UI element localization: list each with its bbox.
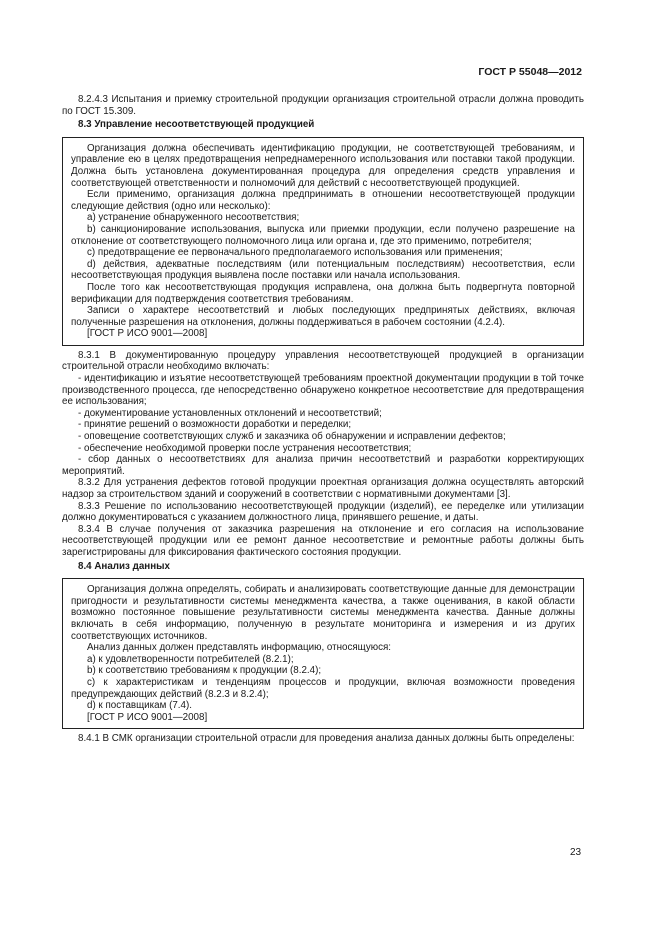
quote-paragraph: Анализ данных должен представлять информацию, относящуюся: <box>87 642 392 654</box>
quote-list-item: а) к удовлетворенности потребителей (8.2.1); <box>87 653 294 665</box>
quote-list-item: d) действия, адекватные последствиям (или потенциальным последствиям) несоответствия, если несоответствующая продукция выявлена после поставки или начала использования. <box>71 258 575 282</box>
paragraph-8-2-4-3: 8.2.4.3 Испытания и приемку строительной продукции организация строительной отрасли должна проводить по ГОСТ 15.309. <box>62 94 584 117</box>
bullet-item: - документирование установленных отклонений и несоответствий; <box>78 407 382 419</box>
quote-paragraph: Организация должна обеспечивать идентификацию продукции, не соответствующей требованиям, и управление ею в целях предотвращения непреднамеренного использования или поставки такой продукции. Должна быть установлена документированная процедура для определения средств управления и соответствующей ответственности и полномочий для действий с несоответствующей продукцией. <box>71 142 575 189</box>
document-header: ГОСТ Р 55048—2012 <box>478 66 582 78</box>
page-number: 23 <box>570 847 582 858</box>
paragraph-8-3-1: 8.3.1 В документированную процедуру управления несоответствующей продукцией в организации строительной отрасли необходимо включать: <box>62 349 584 373</box>
paragraph-8-3-2: 8.3.2 Для устранения дефектов готовой продукции проектная организация должна осуществлять авторский надзор за строительством зданий и сооружений в соответствии с нормативными документами [3]. <box>62 477 584 500</box>
quote-paragraph: Если применимо, организация должна предпринимать в отношении несоответствующей продукции следующие действия (одно или несколько): <box>71 189 575 212</box>
bullet-item: - оповещение соответствующих служб и заказчика об обнаружении и исправлении дефектов; <box>78 431 506 443</box>
section-8-4-title: 8.4 Анализ данных <box>78 560 170 572</box>
bullet-item: - сбор данных о несоответствиях для анализа причин несоответствий и разработки корректирующих мероприятий. <box>62 454 584 477</box>
paragraph-8-3-4: 8.3.4 В случае получения от заказчика разрешения на отклонение и его согласия на использование несоответствующей продукции или ее ремонт данное несоответствие и ремонтные работы должны быть зарегистрированы для фиксирования фактического состояния продукции. <box>62 523 584 558</box>
quote-list-item: с) к характеристикам и тенденциям процессов и продукции, включая возможности проведения предупреждающих действий (8.2.3 и 8.2.4); <box>71 676 575 700</box>
quote-paragraph: После того как несоответствующая продукция исправлена, она должна быть подвергнута повторной верификации для подтверждения соответствия требованиям. <box>71 281 575 305</box>
quote-list-item: b) санкционирование использования, выпуска или приемки продукции, если получено разрешение на отклонение от соответствующего полномочного лица или органа и, где это применимо, потребителя; <box>71 223 575 247</box>
quote-box-8-4 <box>62 578 584 729</box>
quote-paragraph: Записи о характере несоответствий и любых последующих предпринятых действиях, включая полученные разрешения на отклонения, должны поддерживаться в рабочем состоянии (4.2.4). <box>71 305 575 328</box>
quote-reference: [ГОСТ Р ИСО 9001—2008] <box>87 711 208 723</box>
quote-list-item: d) к поставщикам (7.4). <box>87 700 192 712</box>
quote-reference: [ГОСТ Р ИСО 9001—2008] <box>87 328 208 340</box>
quote-list-item: b) к соответствию требованиям к продукции (8.2.4); <box>87 665 322 677</box>
page-content <box>62 94 584 745</box>
section-8-3-title: 8.3 Управление несоответствующей продукцией <box>78 119 315 131</box>
bullet-item: - идентификацию и изъятие несоответствующей требованиям проектной документации продукции в той точке производственного процесса, где непосредственно обнаружено конкретное несоответствие для предотвращения ее использования; <box>62 373 584 408</box>
paragraph-8-4-1: 8.4.1 В СМК организации строительной отрасли для проведения анализа данных должны быть определены: <box>78 733 575 745</box>
quote-list-item: с) предотвращение ее первоначального предполагаемого использования или применения; <box>87 247 503 259</box>
quote-list-item: а) устранение обнаруженного несоответствия; <box>87 212 300 224</box>
quote-paragraph: Организация должна определять, собирать и анализировать соответствующие данные для демонстрации пригодности и результативности системы менеджмента качества, а также оценивания, в какой области возможно постоянное повышение результативности системы менеджмента качества. Данные должны включать в себя информацию, полученную в результате мониторинга и измерения и из других соответствующих источников. <box>71 584 575 642</box>
quote-box-8-3 <box>62 137 584 346</box>
paragraph-8-3-3: 8.3.3 Решение по использованию несоответствующей продукции (изделий), ее переделке или утилизации должно документироваться с указанием должностного лица, принявшего решение, и даты. <box>62 500 584 524</box>
bullet-item: - принятие решений о возможности доработки и переделки; <box>78 419 352 431</box>
bullet-item: - обеспечение необходимой проверки после устранения несоответствия; <box>78 442 412 454</box>
